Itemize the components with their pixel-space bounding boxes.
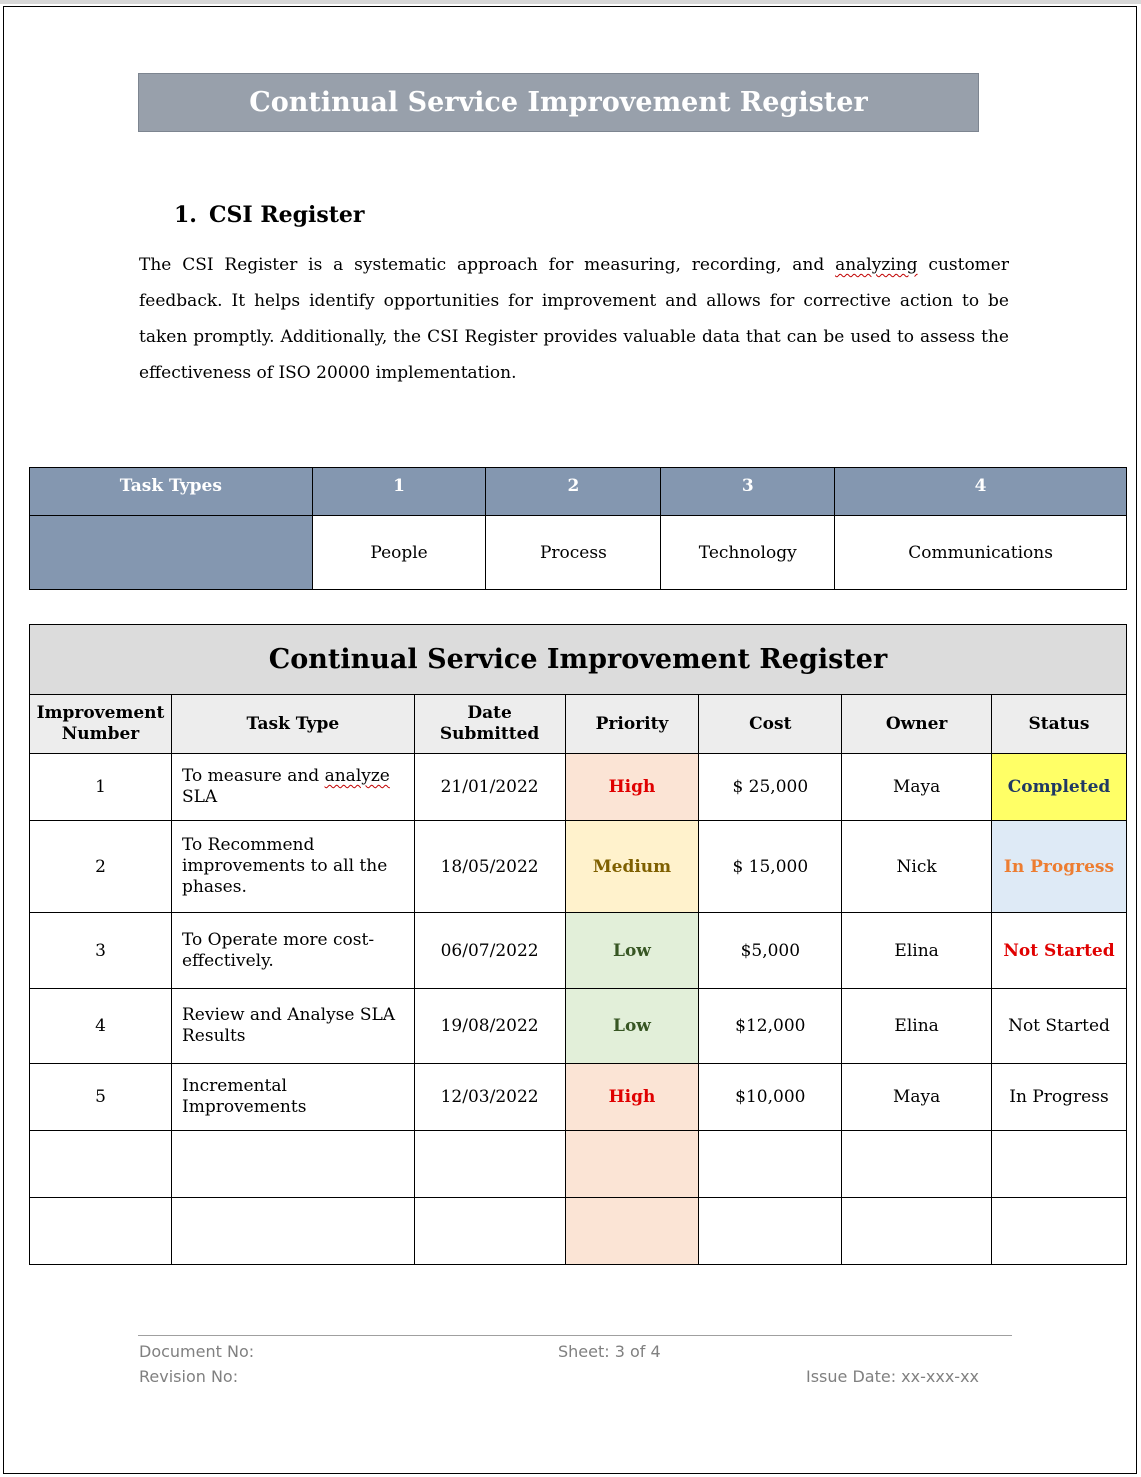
empty-cell (30, 1198, 172, 1265)
empty-priority-cell (565, 1198, 699, 1265)
spellcheck-word[interactable]: analyze (324, 766, 390, 786)
task-type-name: Technology (661, 516, 835, 590)
date-submitted: 19/08/2022 (414, 989, 565, 1064)
task-type-number: 3 (661, 468, 835, 516)
column-header: Cost (699, 695, 842, 754)
priority-cell: Low (565, 913, 699, 989)
empty-priority-cell (565, 1131, 699, 1198)
task-type-number: 2 (486, 468, 661, 516)
improvement-number: 5 (30, 1064, 172, 1131)
task-types-names-row (30, 516, 1127, 590)
status-cell: In Progress (991, 821, 1126, 913)
cost-cell: $ 15,000 (699, 821, 842, 913)
owner-cell: Maya (842, 1064, 992, 1131)
empty-cell (991, 1198, 1126, 1265)
column-header: Task Type (171, 695, 414, 754)
improvement-number: 1 (30, 754, 172, 821)
task-type-number: 1 (312, 468, 486, 516)
empty-cell (991, 1131, 1126, 1198)
task-types-header-row (30, 468, 1127, 516)
csi-register-table (29, 624, 1127, 1265)
intro-paragraph (139, 247, 1009, 391)
owner-cell: Elina (842, 989, 992, 1064)
footer-sheet: Sheet: 3 of 4 (558, 1342, 661, 1361)
empty-cell (842, 1198, 992, 1265)
section-title: CSI Register (208, 202, 365, 228)
footer-divider (138, 1335, 1012, 1336)
task-type-number: 4 (835, 468, 1127, 516)
date-submitted: 21/01/2022 (414, 754, 565, 821)
table-row (30, 989, 1127, 1064)
empty-cell (30, 1131, 172, 1198)
empty-cell (699, 1131, 842, 1198)
task-type-cell: To Operate more cost-effectively. (171, 913, 414, 989)
task-type-name: Communications (835, 516, 1127, 590)
section-heading (174, 202, 364, 228)
paragraph-part-1: The CSI Register is a systematic approach for measuring, recording, and (139, 255, 836, 275)
cost-cell: $5,000 (699, 913, 842, 989)
footer-issue-date: Issue Date: xx-xxx-xx (806, 1367, 980, 1386)
column-header: Status (991, 695, 1126, 754)
document-title-band (138, 73, 979, 132)
task-type-name: Process (486, 516, 661, 590)
cost-cell: $10,000 (699, 1064, 842, 1131)
owner-cell: Elina (842, 913, 992, 989)
footer-revision-no: Revision No: (139, 1367, 239, 1386)
task-text: SLA (181, 787, 218, 807)
table-row (30, 754, 1127, 821)
spellcheck-word[interactable]: analyzing (835, 255, 918, 275)
task-type-cell: To Recommend improvements to all the phases. (171, 821, 414, 913)
task-type-cell: Review and Analyse SLA Results (171, 989, 414, 1064)
improvement-number: 3 (30, 913, 172, 989)
priority-cell: High (565, 1064, 699, 1131)
register-caption: Continual Service Improvement Register (30, 625, 1127, 695)
empty-cell (414, 1131, 565, 1198)
table-row (30, 821, 1127, 913)
empty-cell (171, 1198, 414, 1265)
column-header: Priority (565, 695, 699, 754)
priority-cell: High (565, 754, 699, 821)
improvement-number: 4 (30, 989, 172, 1064)
task-type-name: People (312, 516, 486, 590)
status-cell: Completed (991, 754, 1126, 821)
cost-cell: $ 25,000 (699, 754, 842, 821)
task-type-cell (171, 754, 414, 821)
empty-cell (842, 1131, 992, 1198)
cost-cell: $12,000 (699, 989, 842, 1064)
document-title: Continual Service Improvement Register (249, 87, 868, 118)
task-types-table (29, 467, 1127, 590)
table-row-empty (30, 1198, 1127, 1265)
date-submitted: 18/05/2022 (414, 821, 565, 913)
register-header-row (30, 695, 1127, 754)
table-row (30, 1064, 1127, 1131)
task-type-cell: Incremental Improvements (171, 1064, 414, 1131)
improvement-number: 2 (30, 821, 172, 913)
column-header: Owner (842, 695, 992, 754)
task-types-blank-cell (30, 516, 313, 590)
window-top-edge (0, 0, 1141, 4)
section-number: 1. (174, 202, 197, 228)
date-submitted: 06/07/2022 (414, 913, 565, 989)
empty-cell (171, 1131, 414, 1198)
owner-cell: Nick (842, 821, 992, 913)
table-row-empty (30, 1131, 1127, 1198)
status-cell: Not Started (991, 989, 1126, 1064)
priority-cell: Medium (565, 821, 699, 913)
owner-cell: Maya (842, 754, 992, 821)
register-caption-row (30, 625, 1127, 695)
date-submitted: 12/03/2022 (414, 1064, 565, 1131)
paragraph-part-2: customer feedback. It helps identify opportunities for improvement and allows for corrective action to be taken promptly. Additionally, the CSI Register provides valuable data that can be used to assess the effectiveness of ISO 20000 implementation. (139, 255, 1009, 383)
empty-cell (699, 1198, 842, 1265)
column-header: Improvement Number (30, 695, 172, 754)
column-header: Date Submitted (414, 695, 565, 754)
task-types-label: Task Types (30, 468, 313, 516)
task-text: To measure and (181, 766, 325, 786)
table-row (30, 913, 1127, 989)
status-cell: Not Started (991, 913, 1126, 989)
status-cell: In Progress (991, 1064, 1126, 1131)
footer-document-no: Document No: (139, 1342, 255, 1361)
priority-cell: Low (565, 989, 699, 1064)
empty-cell (414, 1198, 565, 1265)
